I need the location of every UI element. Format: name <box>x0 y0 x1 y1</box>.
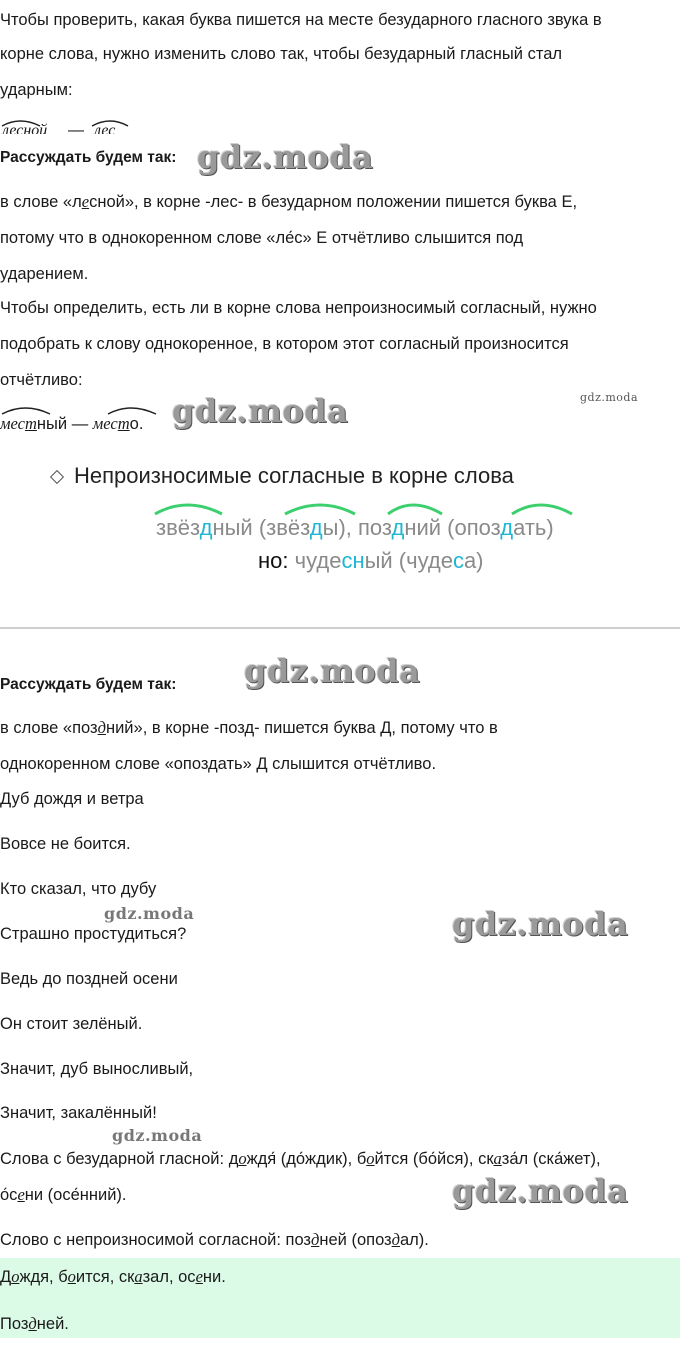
root-arcs-icon <box>150 496 630 516</box>
poem-line: Значит, дуб выносливый, <box>0 1060 194 1078</box>
reason2-line-1: в слове «поздний», в корне -позд- пишется буква Д, потому что в <box>0 718 498 737</box>
rule-example-2: но: чудесный (чудеса) <box>258 548 484 573</box>
example1-dash: — <box>68 122 84 134</box>
analysis-consonant-line: Слово с непроизносимой согласной: поздней (опоздал). <box>0 1230 429 1249</box>
analysis-vowels-line-1: Слова с безударной гласной: дождя́ (до́ждик), бойтся (бо́йся), сказа́л (ска́жет), <box>0 1149 601 1168</box>
rule-example-1: звёздный (звёзды), поздний (опоздать) <box>156 515 554 540</box>
reason1-line-3: ударением. <box>0 265 89 283</box>
intro-line-2: корне слова, нужно изменить слово так, чтобы безударный гласный стал <box>0 45 562 63</box>
watermark: gdz.moda <box>452 1172 629 1210</box>
intro-line-3: ударным: <box>0 81 73 99</box>
example-lesnoy <box>0 116 140 134</box>
rule-title: Непроизносимые согласные в корне слова <box>74 463 514 488</box>
example1-word1: лесной <box>2 122 48 134</box>
watermark: gdz.moda <box>244 652 421 690</box>
watermark-tiny: gdz.moda <box>580 391 639 404</box>
intro-line-1: Чтобы проверить, какая буква пишется на месте безударного гласного звука в <box>0 11 602 29</box>
watermark-small: gdz.moda <box>104 904 195 923</box>
poem-line: Значит, закалённый! <box>0 1104 157 1122</box>
watermark: gdz.moda <box>197 138 374 176</box>
poem-line: Страшно простудиться? <box>0 925 187 943</box>
watermark-small: gdz.moda <box>112 1126 203 1145</box>
reason2-line-2: однокоренном слове «опоздать» Д слышится отчётливо. <box>0 755 437 773</box>
example-mestny: местный — место. <box>0 402 400 436</box>
consonant-line-2: подобрать к слову однокоренное, в котором этот согласный произносится <box>0 335 569 353</box>
poem-line: Дуб дождя и ветра <box>0 790 144 808</box>
reason1-line-1: в слове «лесной», в корне -лес- в безударном положении пишется буква Е, <box>0 192 578 211</box>
consonant-line-1: Чтобы определить, есть ли в корне слова непроизносимый согласный, нужно <box>0 299 597 317</box>
poem-line: Кто сказал, что дубу <box>0 880 157 898</box>
watermark: gdz.moda <box>172 392 349 430</box>
consonant-line-3: отчётливо: <box>0 371 83 389</box>
analysis-vowels-line-2: о́сени (осе́нний). <box>0 1185 127 1204</box>
answer-line-2: Поздней. <box>0 1314 69 1333</box>
reason1-heading: Рассуждать будем так: <box>0 149 177 166</box>
poem-line: Он стоит зелёный. <box>0 1015 143 1033</box>
answer-line-1: Дождя, боится, сказал, осени. <box>0 1267 226 1286</box>
reason2-heading: Рассуждать будем так: <box>0 676 177 693</box>
reason1-line-2: потому что в однокоренном слове «ле́с» Е отчётливо слышится под <box>0 229 524 247</box>
example1-word2: лес <box>94 122 116 134</box>
watermark: gdz.moda <box>452 905 629 943</box>
poem-line: Вовсе не боится. <box>0 835 131 853</box>
poem-line: Ведь до поздней осени <box>0 970 178 988</box>
